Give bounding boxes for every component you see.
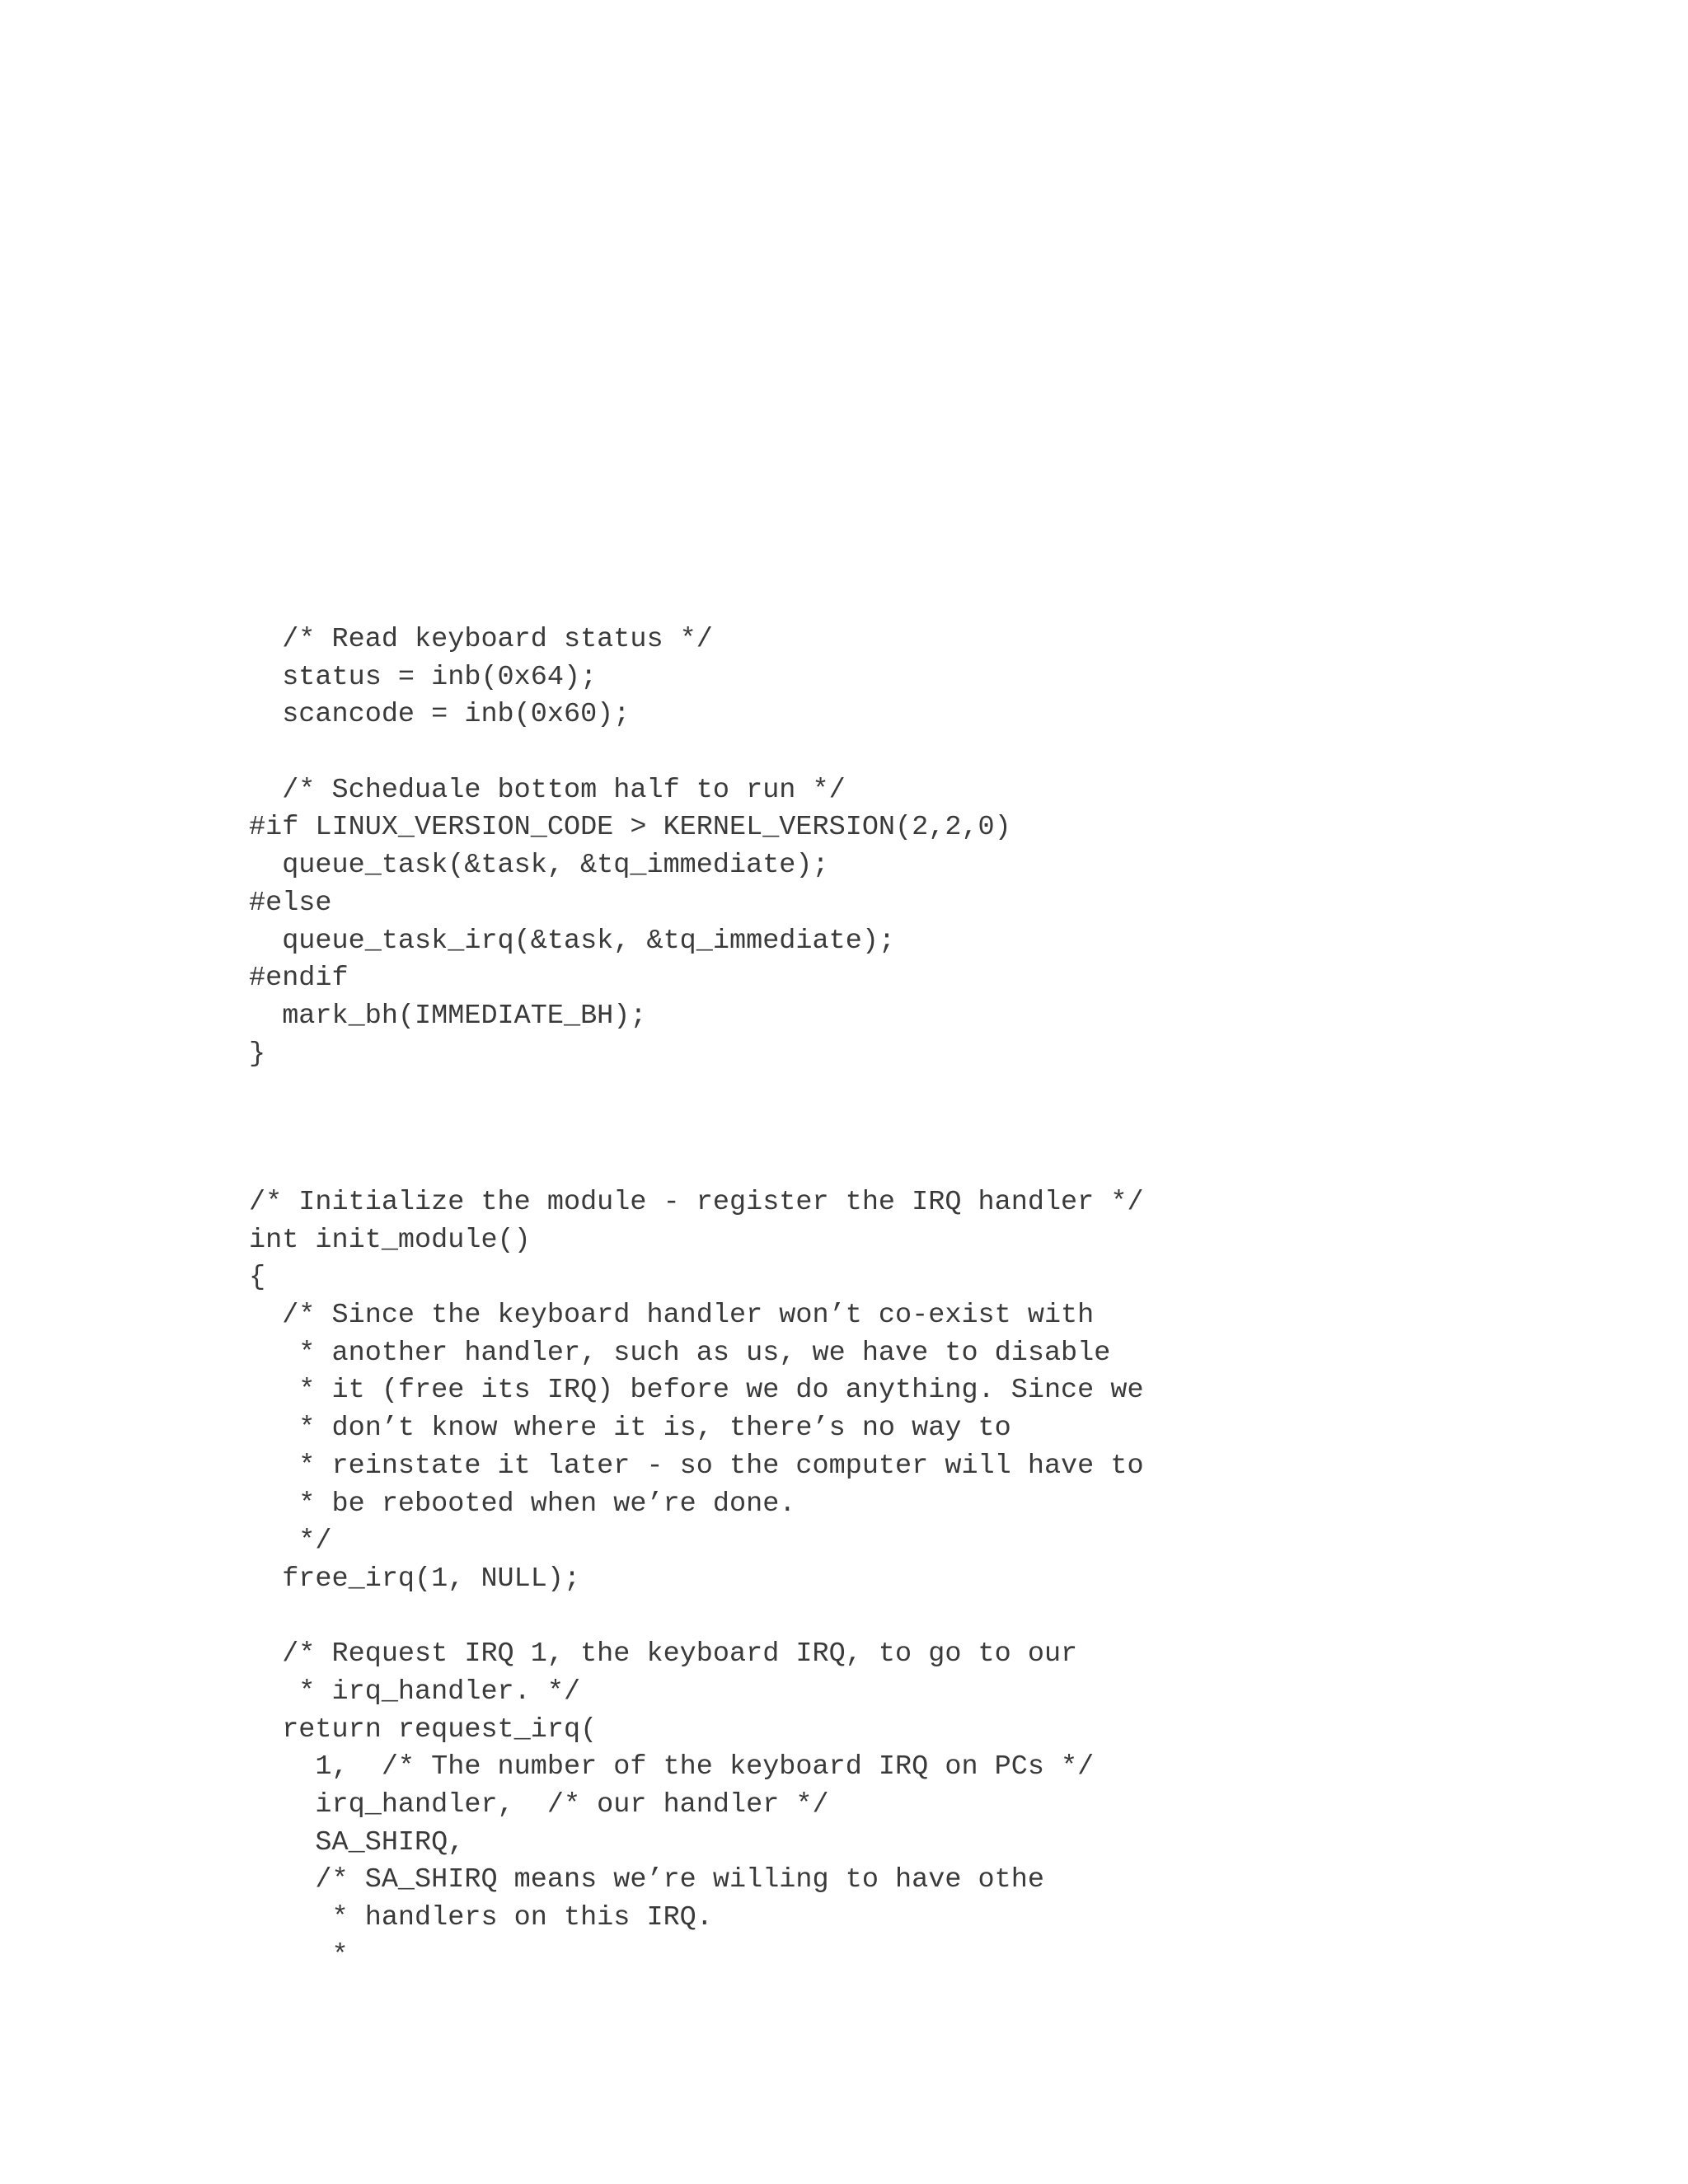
code-line: irq_handler, /* our handler */ — [249, 1789, 829, 1821]
code-line: scancode = inb(0x60); — [249, 699, 631, 731]
code-line: #endif — [249, 963, 349, 995]
code-line: /* Initialize the module - register the IRQ handler */ — [249, 1187, 1144, 1218]
code-line: * — [249, 1939, 349, 1971]
code-line: } — [249, 1038, 266, 1070]
code-line: * another handler, such as us, we have to disable — [249, 1337, 1111, 1369]
code-line: * handlers on this IRQ. — [249, 1902, 713, 1934]
code-line: status = inb(0x64); — [249, 661, 598, 693]
code-block-interrupt-handler-tail — [249, 621, 1011, 1073]
code-line — [249, 734, 1011, 772]
code-line: SA_SHIRQ, — [249, 1826, 465, 1858]
code-line: /* Request IRQ 1, the keyboard IRQ, to go to our — [249, 1638, 1078, 1671]
code-line: * be rebooted when we’re done. — [249, 1488, 796, 1520]
code-line: queue_task(&task, &tq_immediate); — [249, 850, 829, 882]
code-line: mark_bh(IMMEDIATE_BH); — [249, 1000, 647, 1032]
code-line — [249, 1599, 1144, 1637]
code-line: * it (free its IRQ) before we do anything. Since we — [249, 1375, 1144, 1407]
code-line: * don’t know where it is, there’s no way to — [249, 1413, 1011, 1445]
code-line: return request_irq( — [249, 1713, 598, 1746]
code-line: { — [249, 1262, 266, 1294]
code-line: /* Scheduale bottom half to run */ — [249, 774, 846, 806]
code-block-init-module — [249, 1184, 1144, 1975]
code-line: /* Read keyboard status */ — [249, 624, 713, 655]
code-line: #if LINUX_VERSION_CODE > KERNEL_VERSION(2,2,0) — [249, 812, 1011, 844]
code-line: int init_module() — [249, 1224, 531, 1256]
code-line: free_irq(1, NULL); — [249, 1563, 581, 1595]
code-line: * reinstate it later - so the computer will have to — [249, 1450, 1144, 1482]
code-line: #else — [249, 887, 332, 919]
code-line: * irq_handler. */ — [249, 1675, 581, 1708]
code-line: /* SA_SHIRQ means we’re willing to have othe — [249, 1864, 1044, 1896]
code-line: 1, /* The number of the keyboard IRQ on PCs */ — [249, 1751, 1095, 1783]
code-line: */ — [249, 1526, 332, 1558]
code-line: /* Since the keyboard handler won’t co-exist with — [249, 1300, 1095, 1332]
code-line: queue_task_irq(&task, &tq_immediate); — [249, 925, 896, 957]
